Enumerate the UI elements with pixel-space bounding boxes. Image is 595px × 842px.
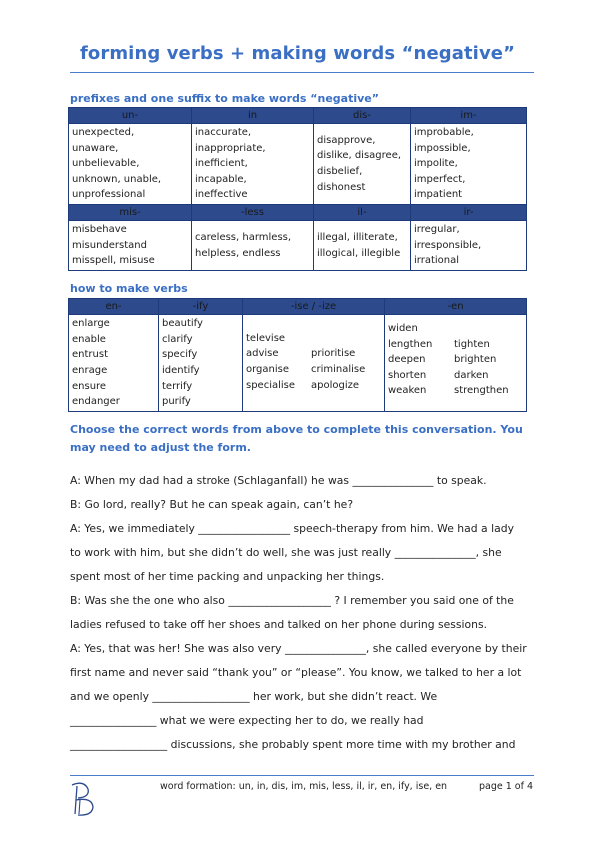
exercise-instructions: Choose the correct words from above to complete this conversation. You may need to adjust the form. [70,423,523,454]
table-header-cell: ir- [411,205,527,221]
word-item: irresponsible, [414,239,482,251]
word-item: enrage [72,365,108,376]
word-item: clarify [162,333,193,345]
word-item: deepen [388,354,426,366]
word-item [311,331,365,347]
word-item: misbehave [72,224,127,236]
word-item: dishonest [317,181,366,193]
word-item: beautify [162,318,203,330]
word-item: disapprove, [317,134,376,146]
word-item: advise [246,348,279,360]
table-header-cell: en- [69,299,159,315]
word-item: unaware, [72,142,119,154]
table-cell [314,124,411,205]
word-item: weaken [388,385,427,397]
conversation-line: and we openly __________________ her work, but she didn’t react. We [70,690,438,703]
word-item: helpless, endless [195,247,281,259]
table-row [69,124,527,205]
word-item: inaccurate, [195,127,252,139]
word-item: unprofessional [72,189,146,201]
table-cell [69,315,159,412]
word-item: criminalise [311,364,366,375]
negative-prefix-table [68,107,527,271]
word-item: tighten [454,338,490,350]
table-header-cell: -less [192,205,314,221]
conversation-line: ________________ what we were expecting her to do, we really had [70,714,424,727]
word-item: misspell, misuse [72,255,155,267]
table-cell [411,221,527,271]
word-item: specify [162,349,198,361]
conversation-line: A: Yes, we immediately _________________ speech-therapy from him. We had a lady [70,522,514,535]
word-item: purify [162,396,191,408]
word-item: endanger [72,396,120,408]
word-item: widen [388,323,418,335]
table-header-cell: dis- [314,108,411,124]
table-header-cell: -ise / -ize [243,299,385,315]
table-header-cell: -ify [159,299,243,315]
word-item: brighten [454,354,497,366]
table-cell [314,221,411,271]
conversation-line: first name and never said “thank you” or “please”. You know, we talked to her a lot [70,666,522,679]
word-item: ineffective [195,189,248,201]
word-item: improbable, [414,127,474,139]
verbs-section-heading: how to make verbs [70,282,188,295]
table-header-cell: il- [314,205,411,221]
footer-divider [70,775,534,776]
conversation-line: A: When my dad had a stroke (Schlaganfall) he was _______________ to speak. [70,474,487,487]
word-item: unknown, unable, [72,173,162,185]
word-item: incapable, [195,173,247,185]
table-header-cell: mis- [69,205,192,221]
table-header-cell: -en [385,299,527,315]
page-number: page 1 of 4 [479,781,534,792]
table-header-cell: un- [69,108,192,124]
table-cell [69,124,192,205]
word-item: inefficient, [195,158,248,170]
word-item: irrational [414,255,460,267]
word-item: impolite, [414,158,458,170]
table-header-cell: in [192,108,314,124]
word-item [454,321,509,337]
word-item: disbelief, [317,166,363,177]
word-item: inappropriate, [195,142,266,154]
title-divider [70,72,534,73]
table-row [69,221,527,271]
table-cell [192,221,314,271]
table-cell [69,221,192,271]
word-item: strengthen [454,385,509,397]
conversation-line: A: Yes, that was her! She was also very _______________, she called everyone by their [70,642,527,655]
table-cell [385,315,527,412]
word-item: careless, harmless, [195,231,292,243]
word-item: darken [454,369,489,381]
word-item: terrify [162,380,193,392]
word-item: impatient [414,189,463,201]
word-item: dislike, disagree, [317,150,402,162]
verb-suffix-table [68,298,527,412]
word-item: televise [246,332,286,344]
word-item: illogical, illegible [317,247,401,259]
table-header-row [69,108,527,124]
word-item: unexpected, [72,127,135,139]
conversation-line: B: Was she the one who also ___________________ ? I remember you said one of the [70,594,514,607]
conversation-text [70,469,530,757]
conversation-line: ladies refused to take off her shoes and talked on her phone during sessions. [70,618,488,631]
conversation-line: B: Go lord, really? But he can speak again, can’t he? [70,498,354,511]
conversation-line: to work with him, but she didn’t do well, she was just really _______________, she [70,546,502,559]
word-item: lengthen [388,338,433,350]
table-header-row [69,205,527,221]
negative-section-heading: prefixes and one suffix to make words “negative” [70,92,379,105]
word-item: entrust [72,349,108,361]
word-item: enlarge [72,318,110,330]
word-item: unbelievable, [72,158,140,170]
table-cell [243,315,385,412]
footer-description: word formation: un, in, dis, im, mis, less, il, ir, en, ify, ise, en [160,781,448,792]
word-item: organise [246,364,290,375]
word-item: enable [72,333,106,345]
word-item: prioritise [311,348,356,360]
table-cell [159,315,243,412]
word-item: ensure [72,380,107,392]
table-row [69,315,527,412]
word-item: specialise [246,379,296,391]
word-item: misunderstand [72,239,147,251]
word-item: imperfect, [414,173,466,185]
word-item: illegal, illiterate, [317,231,398,243]
word-item: impossible, [414,142,471,154]
page-title: forming verbs + making words “negative” [79,43,516,64]
word-item: identify [162,365,200,376]
word-item: shorten [388,369,427,381]
conversation-line: spent most of her time packing and unpacking her things. [70,570,385,583]
word-item: apologize [311,379,360,391]
table-cell [192,124,314,205]
word-item: irregular, [414,224,460,236]
conversation-line: __________________ discussions, she probably spent more time with my brother and [70,738,516,751]
table-cell [411,124,527,205]
table-header-cell: im- [411,108,527,124]
pd-monogram-logo [66,781,100,817]
table-header-row [69,299,527,315]
